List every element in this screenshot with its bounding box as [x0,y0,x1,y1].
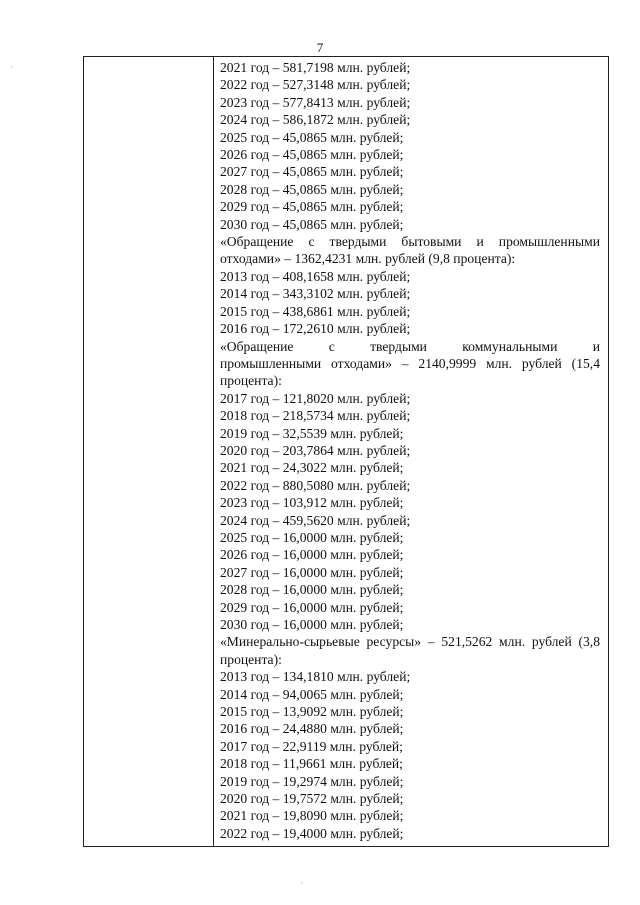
text-word: «Обращение [220,338,294,354]
text-line: 2017 год – 121,8020 млн. рублей; [220,390,411,406]
text-line: 2023 год – 103,912 млн. рублей; [220,495,404,511]
text-line: 2021 год – 19,8090 млн. рублей; [220,808,404,824]
table-right-cell [220,59,600,842]
text-line: 2027 год – 45,0865 млн. рублей; [220,164,404,180]
text-line: 2024 год – 586,1872 млн. рублей; [220,112,411,128]
text-line: 2022 год – 880,5080 млн. рублей; [220,477,411,493]
text-paragraph: «Обращение с твердыми бытовыми и промышленными отходами» – 1362,4231 млн. рублей (9,8 процента): [220,234,600,267]
text-line: 2022 год – 19,4000 млн. рублей; [220,825,404,841]
text-line: 2028 год – 16,0000 млн. рублей; [220,582,404,598]
text-line: 2030 год – 45,0865 млн. рублей; [220,216,404,232]
text-line: 2025 год – 45,0865 млн. рублей; [220,129,404,145]
text-paragraph: «Минерально-сырьевые ресурсы» – 521,5262 млн. рублей (3,8 процента): [220,634,600,667]
text-line: 2014 год – 343,3102 млн. рублей; [220,286,411,302]
text-line: 2019 год – 32,5539 млн. рублей; [220,425,404,441]
text-line: 2015 год – 438,6861 млн. рублей; [220,303,411,319]
text-word: и [592,338,600,354]
text-line: 2030 год – 16,0000 млн. рублей; [220,617,404,632]
text-line: 2023 год – 577,8413 млн. рублей; [220,94,411,110]
text-line: 2026 год – 16,0000 млн. рублей; [220,547,404,563]
scan-artifact-mark: · [10,62,13,72]
text-line: 2013 год – 408,1658 млн. рублей; [220,268,411,284]
text-line: 2027 год – 16,0000 млн. рублей; [220,564,404,580]
text-line: 2013 год – 134,1810 млн. рублей; [220,669,411,685]
document-table [83,56,609,847]
text-line: 2029 год – 16,0000 млн. рублей; [220,599,404,615]
scan-artifact-mark: · [300,878,303,888]
text-line: 2029 год – 45,0865 млн. рублей; [220,199,404,215]
text-line: 2026 год – 45,0865 млн. рублей; [220,147,404,163]
text-line: 2028 год – 45,0865 млн. рублей; [220,181,404,197]
text-line: 2014 год – 94,0065 млн. рублей; [220,686,404,702]
text-paragraph: промышленными отходами» – 2140,9999 млн. рублей (15,4 процента): [220,355,600,389]
text-line: 2024 год – 459,5620 млн. рублей; [220,512,411,528]
text-line: 2021 год – 581,7198 млн. рублей; [220,60,411,75]
text-line [220,338,600,355]
text-line: 2015 год – 13,9092 млн. рублей; [220,704,404,720]
text-line: 2018 год – 218,5734 млн. рублей; [220,408,411,424]
text-line: 2017 год – 22,9119 млн. рублей; [220,738,403,754]
text-line: 2020 год – 203,7864 млн. рублей; [220,442,411,458]
text-word: с [328,338,335,354]
text-line: 2020 год – 19,7572 млн. рублей; [220,791,404,807]
text-line: 2018 год – 11,9661 млн. рублей; [220,756,403,772]
column-divider [213,57,214,846]
text-word: коммунальными [462,338,558,354]
text-line: 2016 год – 172,2610 млн. рублей; [220,321,411,337]
text-line: 2022 год – 527,3148 млн. рублей; [220,77,411,93]
text-line: 2016 год – 24,4880 млн. рублей; [220,721,404,737]
text-word: твердыми [370,338,427,354]
text-line: 2021 год – 24,3022 млн. рублей; [220,460,404,476]
page-number: 7 [316,40,324,55]
text-line: 2025 год – 16,0000 млн. рублей; [220,529,404,545]
text-line: 2019 год – 19,2974 млн. рублей; [220,773,404,789]
